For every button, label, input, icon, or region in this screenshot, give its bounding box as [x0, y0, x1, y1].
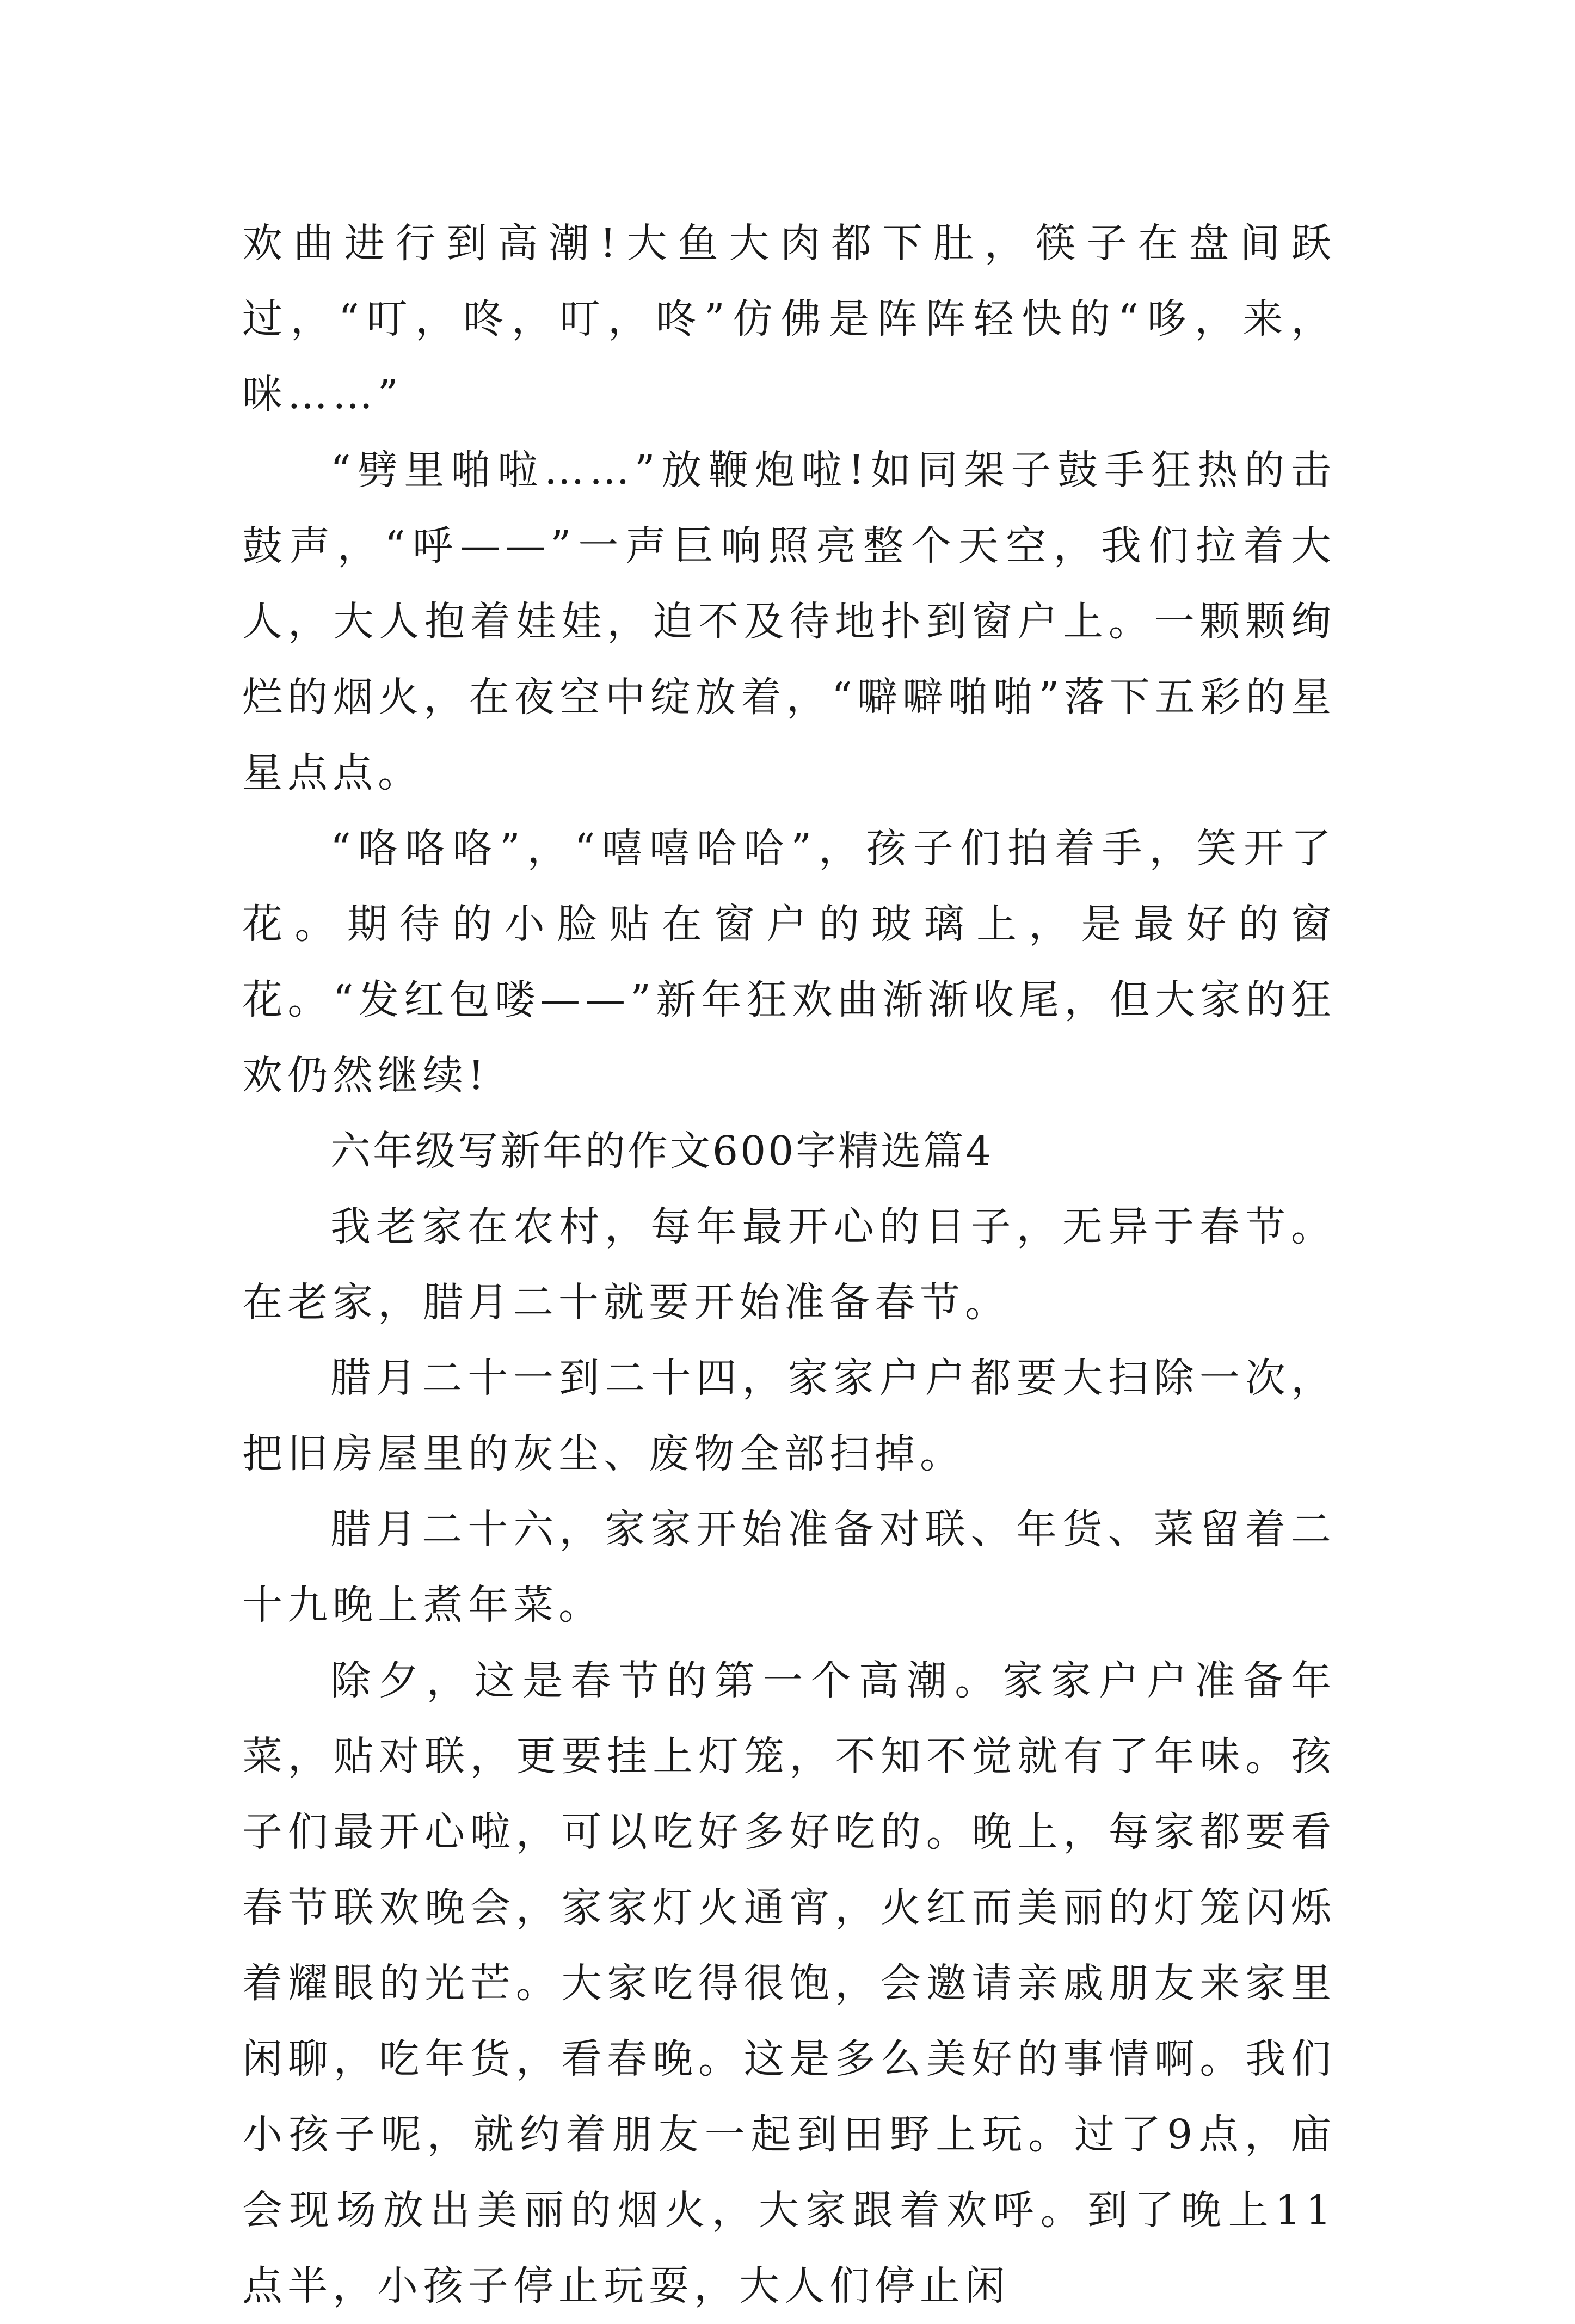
- paragraph-5: 腊月二十一到二十四，家家户户都要大扫除一次，把旧房屋里的灰尘、废物全部扫掉。: [242, 1355, 1336, 1477]
- paragraph-2: “劈里啪啦……”放鞭炮啦!如同架子鼓手狂热的击鼓声，“呼——”一声巨响照亮整个天空，我们拉着大人，大人抱着娃娃，迫不及待地扑到窗户上。一颗颗绚烂的烟火，在夜空中绽放着，“噼噼啪啪”落下五彩的星星点点。: [242, 447, 1336, 796]
- paragraph-1: 欢曲进行到高潮!大鱼大肉都下肚，筷子在盘间跃过，“叮，咚，叮，咚”仿佛是阵阵轻快的“哆，来，咪……”: [242, 220, 1336, 418]
- document-body: [242, 206, 1336, 2324]
- paragraph-7: 除夕，这是春节的第一个高潮。家家户户准备年菜，贴对联，更要挂上灯笼，不知不觉就有了年味。孩子们最开心啦，可以吃好多好吃的。晚上，每家都要看春节联欢晚会，家家灯火通宵，火红而美丽的灯笼闪烁着耀眼的光芒。大家吃得很饱，会邀请亲戚朋友来家里闲聊，吃年货，看春晚。这是多么美好的事情啊。我们小孩子呢，就约着朋友一起到田野上玩。过了9点，庙会现场放出美丽的烟火，大家跟着欢呼。到了晚上11点半，小孩子停止玩耍，大人们停止闲: [242, 1657, 1336, 2309]
- paragraph-3: “咯咯咯”，“嘻嘻哈哈”，孩子们拍着手，笑开了花。期待的小脸贴在窗户的玻璃上，是最好的窗花。“发红包喽——”新年狂欢曲渐渐收尾，但大家的狂欢仍然继续!: [242, 825, 1336, 1099]
- section-heading: 六年级写新年的作文600字精选篇4: [330, 1128, 994, 1175]
- paragraph-6: 腊月二十六，家家开始准备对联、年货、菜留着二十九晚上煮年菜。: [242, 1506, 1336, 1628]
- paragraph-4: 我老家在农村，每年最开心的日子，无异于春节。在老家，腊月二十就要开始准备春节。: [242, 1203, 1336, 1326]
